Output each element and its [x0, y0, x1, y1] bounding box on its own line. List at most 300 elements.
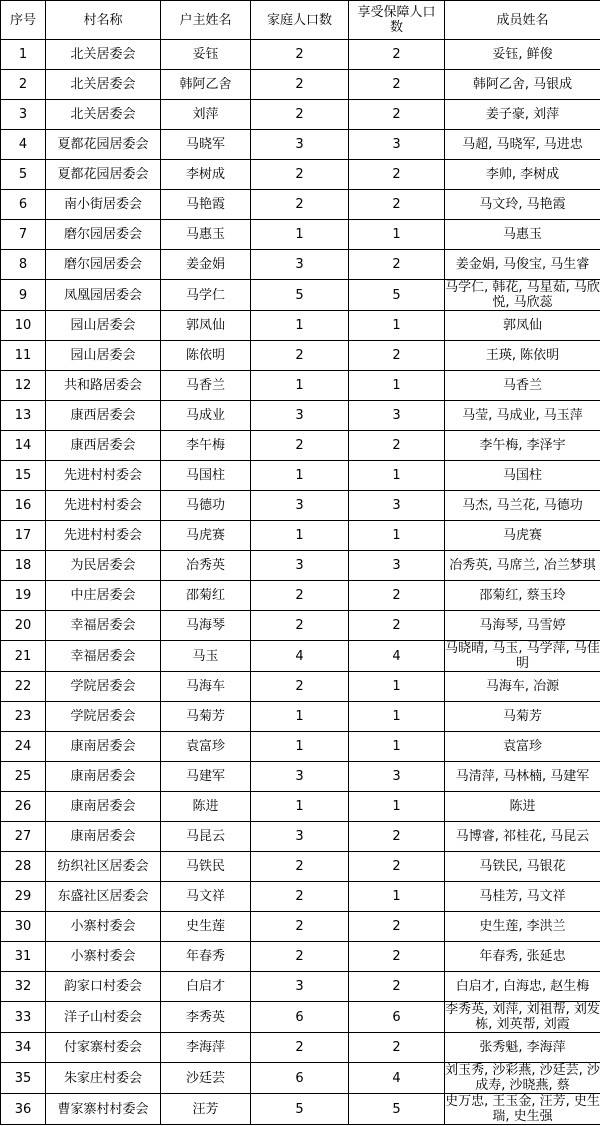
cell-family-count [251, 762, 349, 792]
cell-index-text: 11 [14, 348, 32, 363]
cell-index-text: 14 [14, 438, 32, 453]
cell-village [46, 1033, 161, 1063]
cell-head [161, 762, 251, 792]
cell-index [1, 371, 46, 401]
cell-members-text: 袁富珍 [502, 739, 542, 754]
cell-head [161, 130, 251, 160]
cell-covered-count [349, 521, 445, 551]
cell-head-text: 马艳霞 [185, 197, 225, 212]
cell-covered-count [349, 280, 445, 311]
cell-village-text: 共和路居委会 [63, 378, 142, 393]
cell-head-text: 姜金娟 [185, 257, 225, 272]
cell-head-text: 马海车 [185, 679, 225, 694]
cell-index [1, 1002, 46, 1033]
cell-village-text: 小寨村委会 [70, 919, 136, 934]
table-header [1, 1, 600, 40]
cell-family-count [251, 461, 349, 491]
cell-covered-count [349, 1063, 445, 1094]
cell-village-text: 朱家庄村委会 [63, 1070, 142, 1086]
cell-family-count [251, 341, 349, 371]
cell-village [46, 70, 161, 100]
cell-family-count [251, 280, 349, 311]
cell-index [1, 220, 46, 250]
header-village: 村名称 [46, 1, 161, 40]
cell-covered-count [349, 40, 445, 70]
table-row [1, 40, 600, 70]
cell-members [445, 130, 600, 160]
cell-index [1, 762, 46, 792]
cell-index-text: 2 [18, 77, 28, 92]
table-row [1, 762, 600, 792]
cell-head [161, 672, 251, 702]
cell-index [1, 882, 46, 912]
cell-members [445, 431, 600, 461]
cell-village-text: 凤凰园居委会 [63, 287, 142, 303]
cell-covered-count-text: 1 [392, 739, 401, 754]
cell-head [161, 641, 251, 672]
cell-family-count-text: 2 [295, 588, 304, 603]
cell-covered-count [349, 942, 445, 972]
cell-covered-count-text: 2 [392, 949, 401, 964]
cell-members [445, 551, 600, 581]
cell-family-count [251, 190, 349, 220]
cell-family-count-text: 4 [295, 648, 304, 664]
cell-index-text: 1 [18, 47, 28, 62]
cell-members [445, 371, 600, 401]
cell-head [161, 491, 251, 521]
cell-members [445, 912, 600, 942]
cell-members [445, 341, 600, 371]
cell-members [445, 1002, 600, 1033]
cell-village-text: 康南居委会 [70, 799, 136, 814]
cell-members-text: 马虎赛 [502, 528, 542, 543]
table-row [1, 581, 600, 611]
cell-covered-count [349, 611, 445, 641]
cell-covered-count [349, 461, 445, 491]
cell-index-text: 32 [14, 979, 32, 994]
cell-index-text: 28 [14, 859, 32, 874]
cell-index-text: 13 [14, 408, 32, 423]
header-index: 序号 [1, 1, 46, 40]
cell-village-text: 学院居委会 [70, 679, 136, 694]
table-row [1, 431, 600, 461]
cell-index [1, 732, 46, 762]
header-members: 成员姓名 [445, 1, 600, 40]
cell-village-text: 洋子山村委会 [63, 1009, 142, 1025]
cell-village [46, 280, 161, 311]
cell-head-text: 马玉 [192, 648, 219, 664]
cell-index-text: 22 [14, 679, 32, 694]
cell-members-text: 马晓晴, 马玉, 马学萍, 马佳明 [445, 641, 600, 671]
cell-index [1, 160, 46, 190]
cell-village-text: 园山居委会 [70, 348, 136, 363]
cell-village [46, 702, 161, 732]
cell-covered-count-text: 2 [392, 919, 401, 934]
cell-family-count-text: 3 [295, 558, 304, 573]
cell-covered-count-text: 6 [392, 1009, 401, 1025]
cell-covered-count-text: 2 [392, 1040, 401, 1055]
cell-head-text: 沙廷芸 [185, 1070, 225, 1086]
cell-index [1, 431, 46, 461]
cell-head [161, 611, 251, 641]
cell-members [445, 311, 600, 341]
cell-covered-count-text: 1 [392, 318, 401, 333]
cell-head [161, 1063, 251, 1094]
cell-village-text: 付家寨村委会 [63, 1040, 142, 1055]
cell-village-text: 夏都花园居委会 [57, 137, 149, 152]
cell-village-text: 纺织社区居委会 [57, 859, 149, 874]
cell-village-text: 幸福居委会 [70, 648, 136, 664]
cell-index [1, 551, 46, 581]
cell-index-text: 23 [14, 709, 32, 724]
cell-covered-count [349, 912, 445, 942]
cell-covered-count [349, 882, 445, 912]
cell-covered-count-text: 1 [392, 709, 401, 724]
cell-members [445, 581, 600, 611]
cell-family-count-text: 2 [295, 859, 304, 874]
cell-village [46, 521, 161, 551]
cell-family-count [251, 431, 349, 461]
cell-members-text: 李秀英, 刘萍, 刘祖帮, 刘发栋, 刘英帮, 刘霞 [445, 1002, 600, 1032]
cell-covered-count [349, 341, 445, 371]
cell-village [46, 822, 161, 852]
cell-index-text: 20 [14, 618, 32, 633]
table-row [1, 822, 600, 852]
cell-index-text: 6 [18, 197, 28, 212]
cell-family-count-text: 1 [295, 318, 304, 333]
cell-covered-count-text: 3 [392, 408, 401, 423]
cell-members [445, 822, 600, 852]
cell-head-text: 李树成 [185, 167, 225, 182]
table-row [1, 160, 600, 190]
cell-head [161, 942, 251, 972]
cell-index-text: 15 [14, 468, 32, 483]
cell-index-text: 24 [14, 739, 32, 754]
cell-family-count-text: 3 [295, 979, 304, 994]
cell-family-count-text: 2 [295, 1040, 304, 1055]
cell-covered-count [349, 100, 445, 130]
cell-family-count [251, 1094, 349, 1125]
cell-family-count-text: 1 [295, 468, 304, 483]
table-row [1, 551, 600, 581]
cell-members-text: 王瑛, 陈依明 [485, 348, 560, 363]
cell-village-text: 园山居委会 [70, 318, 136, 333]
cell-index-text: 3 [18, 107, 28, 122]
cell-members-text: 马莹, 马成业, 马玉萍 [462, 408, 583, 423]
cell-members [445, 792, 600, 822]
cell-covered-count-text: 1 [392, 468, 401, 483]
cell-index [1, 912, 46, 942]
cell-village-text: 康南居委会 [70, 829, 136, 844]
table-row [1, 1063, 600, 1094]
header-head: 户主姓名 [161, 1, 251, 40]
cell-members [445, 461, 600, 491]
table-row [1, 672, 600, 702]
cell-village [46, 581, 161, 611]
cell-village [46, 611, 161, 641]
cell-members-text: 韩阿乙舍, 马银成 [472, 77, 573, 92]
cell-village-text: 中庄居委会 [70, 588, 136, 603]
cell-family-count-text: 2 [295, 679, 304, 694]
cell-family-count-text: 3 [295, 408, 304, 423]
cell-head-text: 郭凤仙 [185, 318, 225, 333]
cell-head-text: 马成业 [185, 408, 225, 423]
cell-family-count-text: 2 [295, 77, 304, 92]
cell-index-text: 19 [14, 588, 32, 603]
cell-covered-count-text: 2 [392, 77, 401, 92]
cell-head [161, 160, 251, 190]
cell-members-text: 马香兰 [502, 378, 542, 393]
table-row [1, 1002, 600, 1033]
table-row [1, 912, 600, 942]
cell-family-count [251, 521, 349, 551]
cell-covered-count [349, 672, 445, 702]
cell-village-text: 康南居委会 [70, 769, 136, 784]
cell-covered-count [349, 250, 445, 280]
cell-index-text: 5 [18, 167, 28, 182]
cell-index-text: 31 [14, 949, 32, 964]
table-row [1, 371, 600, 401]
cell-index [1, 852, 46, 882]
cell-covered-count [349, 551, 445, 581]
cell-family-count [251, 942, 349, 972]
cell-members-text: 冶秀英, 马席兰, 冶兰梦琪 [449, 558, 596, 573]
table-row [1, 732, 600, 762]
cell-members-text: 刘玉秀, 沙彩燕, 沙廷芸, 沙成寿, 沙晓燕, 蔡 [445, 1063, 600, 1093]
table-row [1, 130, 600, 160]
cell-head [161, 70, 251, 100]
cell-index [1, 581, 46, 611]
cell-head-text: 马铁民 [185, 859, 225, 874]
cell-village [46, 341, 161, 371]
cell-head-text: 马昆云 [185, 829, 225, 844]
cell-covered-count [349, 702, 445, 732]
cell-covered-count [349, 581, 445, 611]
cell-head-text: 冶秀英 [185, 558, 225, 573]
cell-family-count [251, 912, 349, 942]
cell-head-text: 韩阿乙舍 [179, 77, 232, 92]
cell-village [46, 250, 161, 280]
cell-members-text: 马文玲, 马艳霞 [479, 197, 566, 212]
cell-index [1, 190, 46, 220]
table-body [1, 40, 600, 1125]
cell-family-count [251, 551, 349, 581]
cell-village [46, 220, 161, 250]
cell-members-text: 马清萍, 马林楠, 马建军 [455, 769, 590, 784]
cell-members-text: 年春秀, 张延忠 [479, 949, 566, 964]
cell-covered-count-text: 4 [392, 1070, 401, 1086]
cell-family-count [251, 822, 349, 852]
cell-family-count-text: 2 [295, 47, 304, 62]
cell-covered-count [349, 972, 445, 1002]
cell-head-text: 马惠玉 [185, 227, 225, 242]
cell-head [161, 581, 251, 611]
cell-covered-count-text: 1 [392, 227, 401, 242]
cell-index-text: 10 [14, 318, 32, 333]
cell-members-text: 李午梅, 李泽宇 [479, 438, 566, 453]
cell-family-count [251, 250, 349, 280]
cell-index-text: 9 [18, 287, 28, 303]
cell-index [1, 822, 46, 852]
cell-village [46, 1063, 161, 1094]
cell-index-text: 33 [14, 1009, 32, 1025]
cell-family-count [251, 702, 349, 732]
cell-members [445, 220, 600, 250]
table-row [1, 70, 600, 100]
cell-covered-count [349, 852, 445, 882]
cell-head [161, 461, 251, 491]
cell-head-text: 马德功 [185, 498, 225, 513]
cell-covered-count-text: 2 [392, 348, 401, 363]
cell-index-text: 34 [14, 1040, 32, 1055]
cell-village-text: 小寨村委会 [70, 949, 136, 964]
table-row [1, 882, 600, 912]
cell-members-text: 马学仁, 韩花, 马星茹, 马欣悦, 马欣蕊 [445, 280, 600, 310]
cell-village-text: 为民居委会 [70, 558, 136, 573]
cell-covered-count [349, 822, 445, 852]
table-row [1, 702, 600, 732]
cell-index [1, 100, 46, 130]
cell-covered-count-text: 2 [392, 167, 401, 182]
cell-family-count [251, 641, 349, 672]
cell-head-text: 陈依明 [185, 348, 225, 363]
cell-village-text: 夏都花园居委会 [57, 167, 149, 182]
cell-covered-count [349, 792, 445, 822]
cell-covered-count-text: 2 [392, 107, 401, 122]
cell-covered-count [349, 311, 445, 341]
cell-village-text: 北关居委会 [70, 77, 136, 92]
cell-members-text: 郭凤仙 [502, 318, 542, 333]
cell-family-count-text: 1 [295, 799, 304, 814]
cell-family-count-text: 1 [295, 739, 304, 754]
cell-family-count [251, 972, 349, 1002]
cell-village [46, 190, 161, 220]
cell-covered-count-text: 2 [392, 979, 401, 994]
cell-index [1, 611, 46, 641]
cell-covered-count [349, 190, 445, 220]
cell-family-count [251, 1063, 349, 1094]
cell-index [1, 1033, 46, 1063]
cell-village [46, 972, 161, 1002]
cell-members [445, 190, 600, 220]
table-row [1, 792, 600, 822]
cell-covered-count [349, 1094, 445, 1125]
cell-covered-count-text: 2 [392, 197, 401, 212]
cell-covered-count [349, 401, 445, 431]
cell-covered-count [349, 1002, 445, 1033]
cell-index [1, 250, 46, 280]
cell-index-text: 36 [14, 1101, 32, 1117]
cell-head [161, 190, 251, 220]
cell-family-count [251, 792, 349, 822]
table-row [1, 942, 600, 972]
cell-members-text: 张秀魁, 李海萍 [479, 1040, 566, 1055]
cell-head [161, 311, 251, 341]
cell-village-text: 磨尔园居委会 [63, 227, 142, 242]
cell-family-count [251, 672, 349, 702]
table-row [1, 250, 600, 280]
cell-village [46, 160, 161, 190]
cell-family-count-text: 5 [295, 287, 304, 303]
cell-family-count [251, 852, 349, 882]
cell-members-text: 马菊芳 [502, 709, 542, 724]
cell-index [1, 491, 46, 521]
cell-index [1, 972, 46, 1002]
cell-covered-count-text: 3 [392, 769, 401, 784]
cell-members [445, 1063, 600, 1094]
cell-family-count [251, 311, 349, 341]
cell-covered-count-text: 5 [392, 1101, 401, 1117]
cell-head [161, 1094, 251, 1125]
cell-head-text: 白启才 [185, 979, 225, 994]
cell-covered-count [349, 130, 445, 160]
cell-members [445, 160, 600, 190]
cell-village-text: 曹家寨村村委会 [57, 1101, 149, 1117]
cell-head-text: 马海琴 [185, 618, 225, 633]
cell-index [1, 311, 46, 341]
cell-family-count [251, 371, 349, 401]
cell-family-count [251, 130, 349, 160]
cell-index [1, 40, 46, 70]
cell-family-count [251, 581, 349, 611]
cell-members [445, 1094, 600, 1125]
cell-family-count [251, 1033, 349, 1063]
cell-head [161, 220, 251, 250]
cell-family-count-text: 6 [295, 1009, 304, 1025]
cell-members [445, 521, 600, 551]
cell-head [161, 852, 251, 882]
cell-index-text: 4 [18, 137, 28, 152]
cell-head-text: 马香兰 [185, 378, 225, 393]
cell-covered-count-text: 2 [392, 438, 401, 453]
cell-head-text: 李海萍 [185, 1040, 225, 1055]
cell-index [1, 672, 46, 702]
cell-members [445, 972, 600, 1002]
cell-village [46, 431, 161, 461]
cell-village-text: 先进村村委会 [63, 498, 142, 513]
cell-covered-count-text: 2 [392, 47, 401, 62]
cell-head [161, 1002, 251, 1033]
cell-covered-count-text: 5 [392, 287, 401, 303]
cell-head-text: 马菊芳 [185, 709, 225, 724]
cell-head [161, 792, 251, 822]
cell-head-text: 马国柱 [185, 468, 225, 483]
cell-members [445, 611, 600, 641]
cell-head [161, 882, 251, 912]
cell-members [445, 702, 600, 732]
cell-index [1, 1094, 46, 1125]
cell-head-text: 陈进 [192, 799, 219, 814]
cell-members-text: 姜金娟, 马俊宝, 马生睿 [455, 257, 590, 272]
cell-head [161, 40, 251, 70]
cell-village-text: 康西居委会 [70, 438, 136, 453]
cell-village [46, 641, 161, 672]
cell-index [1, 641, 46, 672]
cell-village [46, 762, 161, 792]
cell-members [445, 942, 600, 972]
cell-family-count-text: 2 [295, 919, 304, 934]
cell-head-text: 马学仁 [185, 287, 225, 303]
cell-village-text: 韵家口村委会 [63, 979, 142, 994]
cell-index [1, 341, 46, 371]
cell-family-count-text: 2 [295, 167, 304, 182]
table-row [1, 100, 600, 130]
cell-members-text: 马国柱 [502, 468, 542, 483]
table-row [1, 1094, 600, 1125]
cell-index-text: 29 [14, 889, 32, 904]
cell-village-text: 学院居委会 [70, 709, 136, 724]
cell-village [46, 401, 161, 431]
